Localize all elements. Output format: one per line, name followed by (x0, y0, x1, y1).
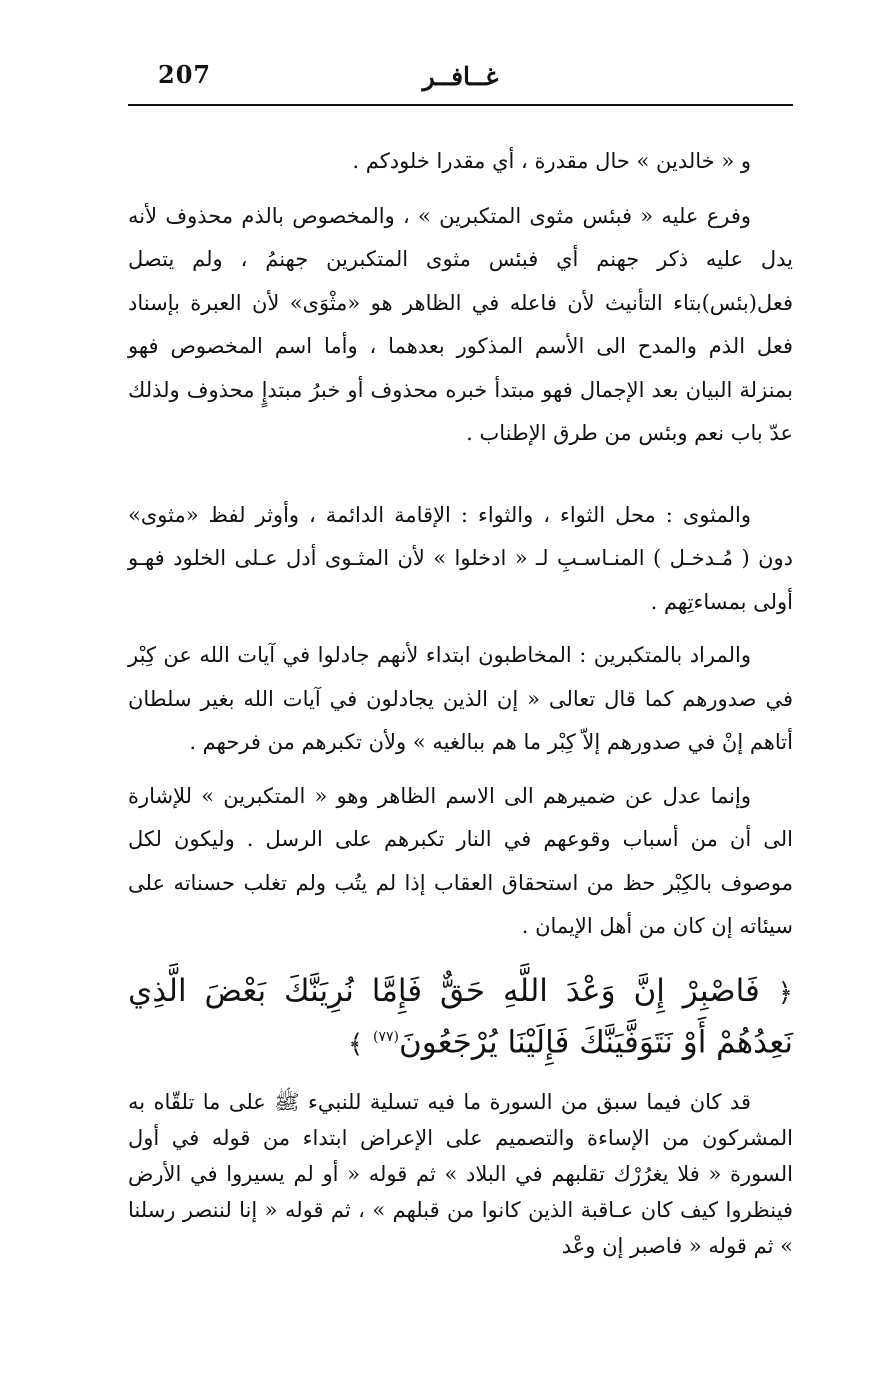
quran-verse (128, 969, 793, 1066)
paragraph-2: وفرع عليه « فبئس مثوى المتكبرين » ، والمخصوص بالذم محذوف لأنه يدل عليه ذكر جهنم أي فبئس مثوى المتكبرين جهنمُ ، ولم يتصل فعل(بئس)بتاء التأنيث لأن فاعله في الظاهر هو «مثْوَى» لأن العبرة بإسناد فعل الذم والمدح الى الأسم المذكور بعدهما ، وأما اسم المخصوص فهو بمنزلة البيان بعد الإجمال فهو مبتدأ خبره محذوف أو خبرُ مبتدإٍ محذوف ولذلك عدّ باب نعم وبئس من طرق الإطناب . (128, 203, 793, 445)
body-text (128, 140, 793, 1264)
page-number: 207 (158, 60, 212, 89)
paragraph-6: قد كان فيما سبق من السورة ما فيه تسلية للنبيء ﷺ على ما تلقّاه به المشركون من الإساءة والتصميم على الإعراض ابتداء من قوله في أول السورة « فلا يغرُرْك تقلبهم في البلاد » ثم قوله « أو لم يسيروا في الأرض فينظروا كيف كان عـاقبة الذين كانوا من قبلهم » ، ثم قوله « إنا لننصر رسلنا » ثم قوله « فاصبر إن وعْد (128, 1089, 793, 1258)
verse-text: فَاصْبِرْ إِنَّ وَعْدَ اللَّهِ حَقٌّ فَإِمَّا نُرِيَنَّكَ بَعْضَ الَّذِي نَعِدُهُمْ أَوْ نَتَوَفَّيَنَّكَ فَإِلَيْنَا يُرْجَعُونَ (128, 972, 793, 1060)
paragraph-4: والمراد بالمتكبرين : المخاطبون ابتداء لأنهم جادلوا في آيات الله عن كِبْر في صدورهم كما قال تعالى « إن الذين يجادلون في آيات الله بغير سلطان أتاهم إنْ في صدورهم إلاّ كِبْر ما هم ببالغيه » ولأن تكبرهم من فرحهم . (128, 643, 793, 754)
paragraph-5: وإنما عدل عن ضميرهم الى الاسم الظاهر وهو « المتكبرين » للإشارة الى أن من أسباب وقوعهم في النار تكبرهم على الرسل . وليكون لكل موصوف بالكِبْر حظ من استحقاق العقاب إذا لم يتُب ولم تغلب حسناته على سيئاته إن كان من أهل الإيمان . (128, 783, 793, 938)
paragraph-1: و « خالدين » حال مقدرة ، أي مقدرا خلودكم . (352, 149, 751, 173)
running-title: غــافــر (422, 62, 499, 91)
page-header (128, 58, 793, 106)
paragraph-3: والمثوى : محل الثواء ، والثواء : الإقامة الدائمة ، وأوثر لفظ «مثوى» دون ( مُـدخـل ) المنـاسـبِ لـ « ادخلوا » لأن المثـوى أدل عـلى الخلود فهـو أولى بمساءتِهم . (128, 502, 793, 614)
verse-close-mark: ﴾ (347, 1028, 364, 1059)
header-rule (128, 104, 793, 106)
verse-open-mark: ﴿ (777, 977, 794, 1008)
verse-number: (٧٧) (373, 1028, 400, 1045)
